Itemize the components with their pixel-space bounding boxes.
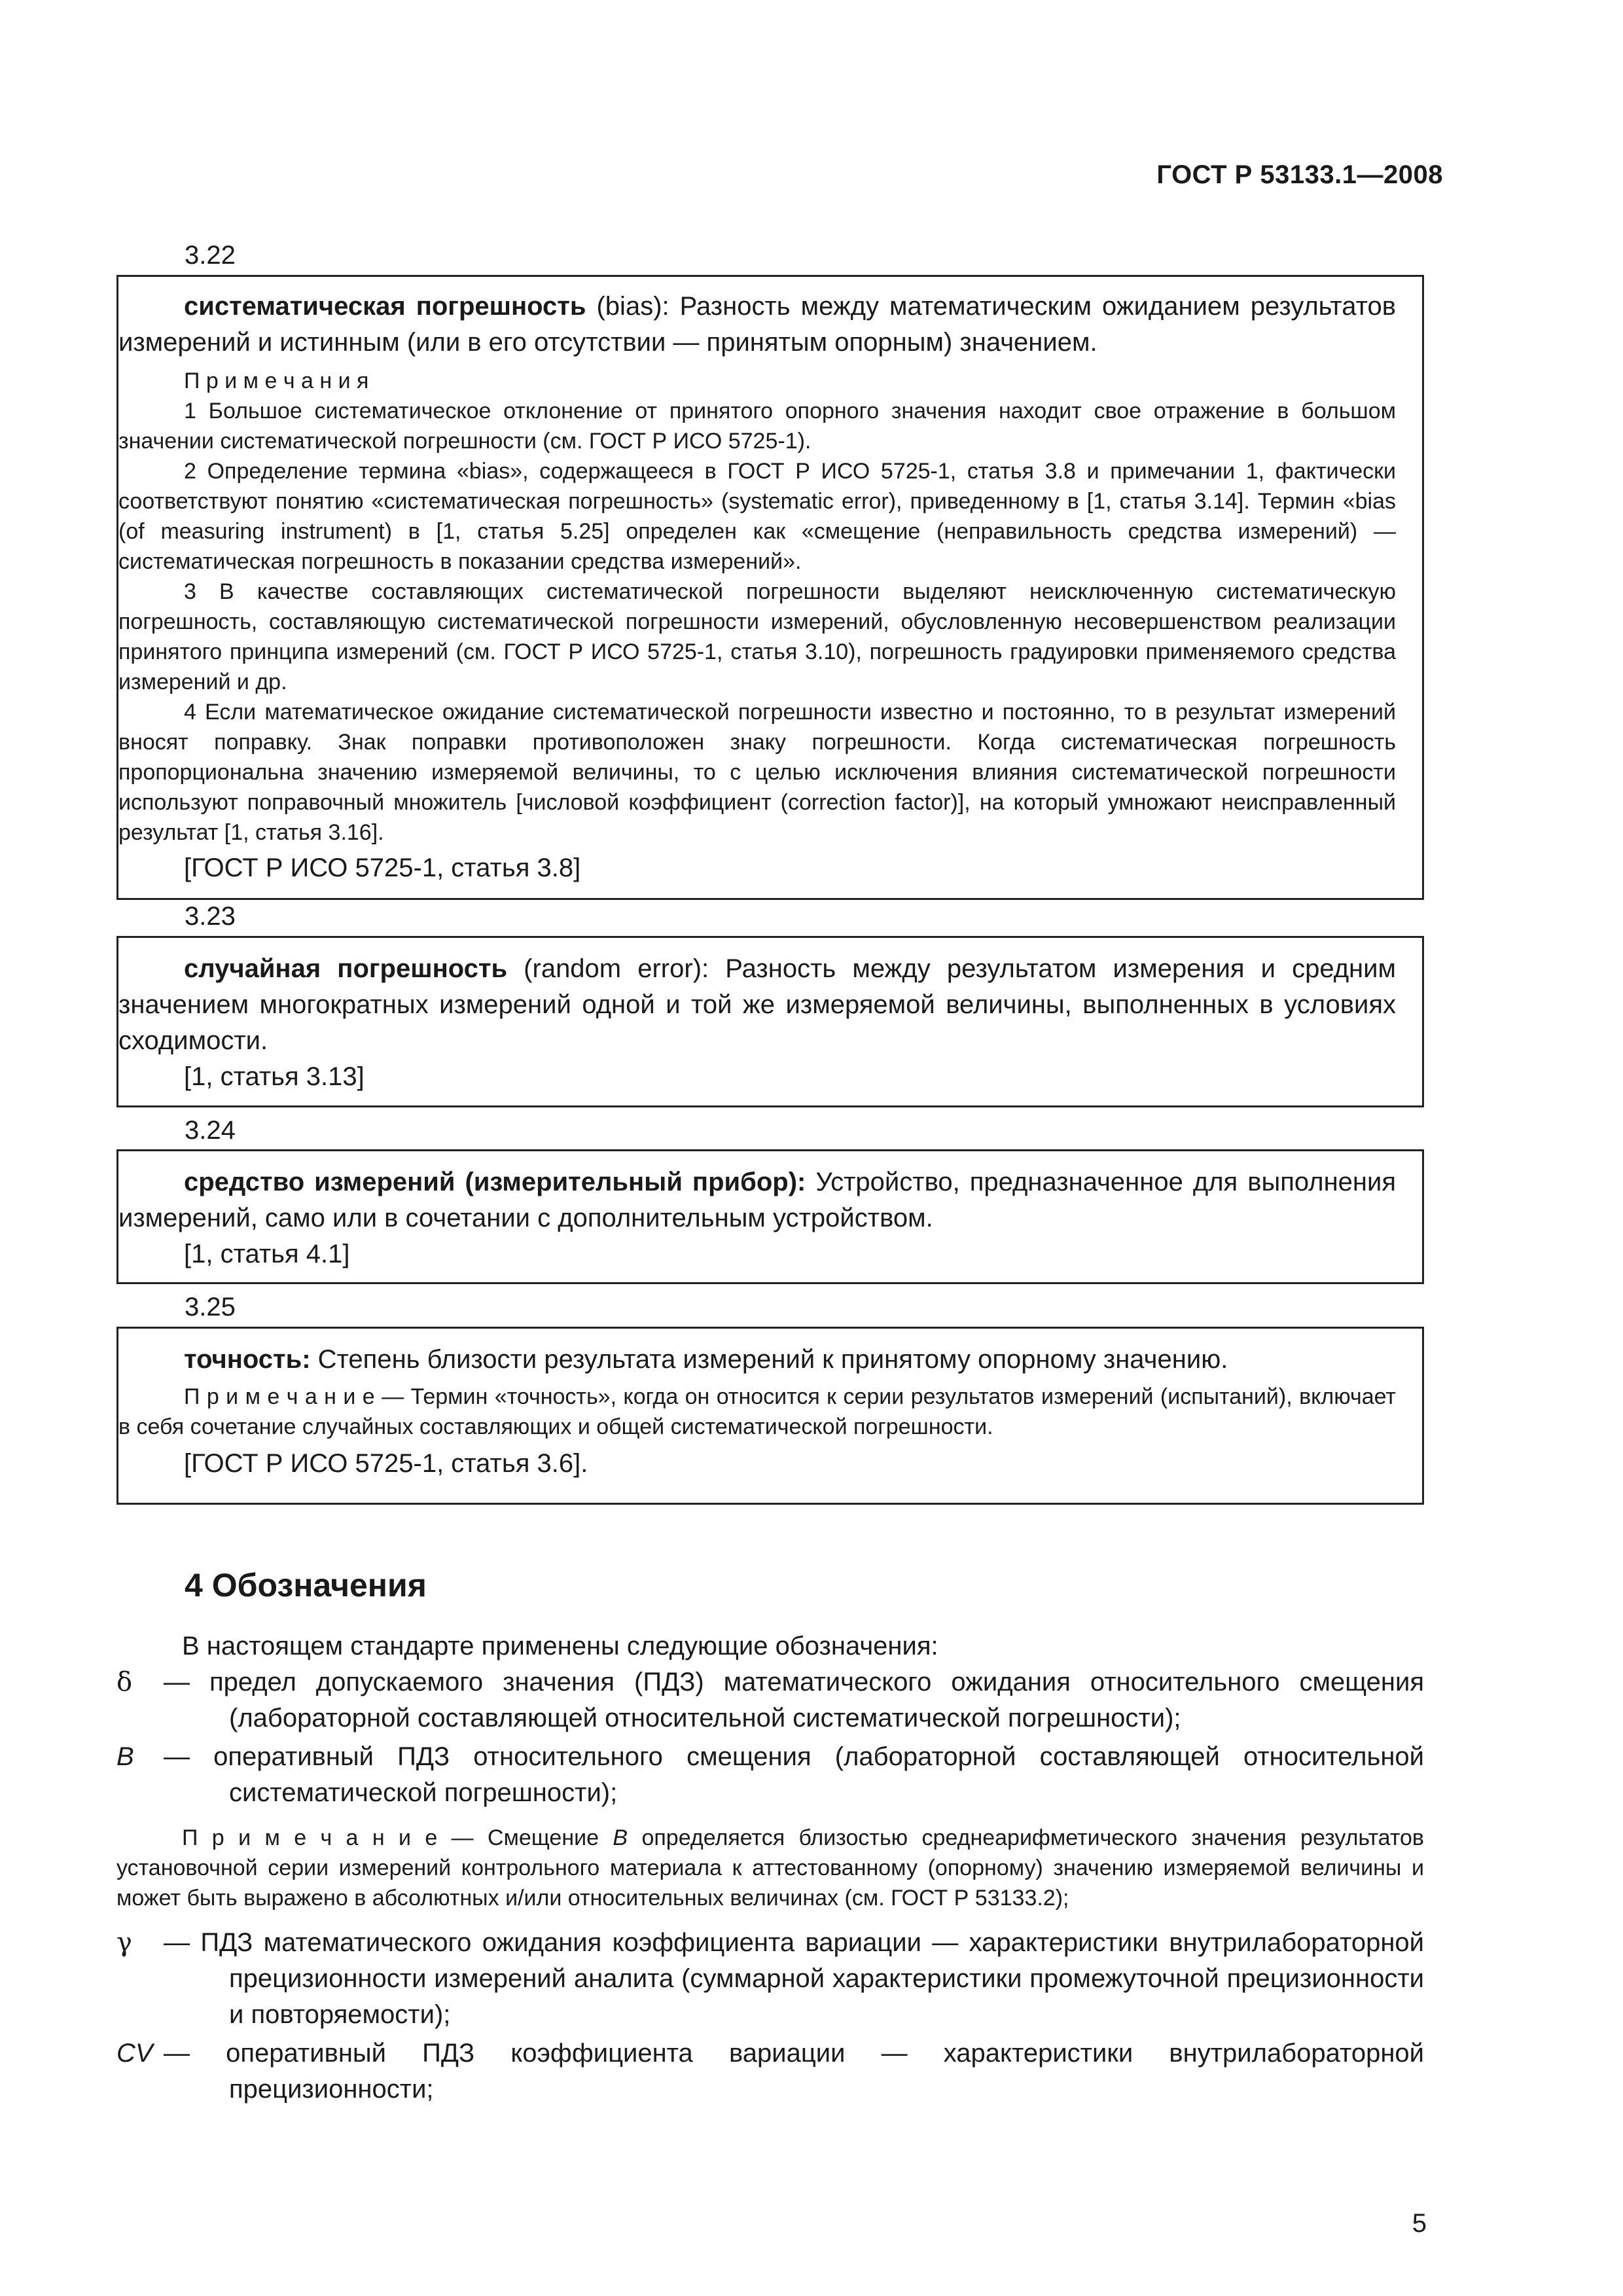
note-text-3-25: — Термин «точность», когда он относится к серии результатов измерений (испытаний), включает в себя сочетание случайных составляющих и общей систематической погрешности. xyxy=(118,1384,1396,1439)
definition-3-24 xyxy=(118,1164,1396,1236)
symbol-delta-text: — предел допускаемого значения (ПДЗ) математического ожидания относительного смещения (лабораторной составляющей относительной систематической погрешности); xyxy=(164,1668,1424,1732)
symbol-gamma-text: — ПДЗ математического ожидания коэффициента вариации — характеристики внутрилабораторной прецизионности измерений аналита (суммарной характеристики промежуточной прецизионности и повторяемости); xyxy=(164,1928,1424,2029)
note-2-3-22: 2 Определение термина «bias», содержащееся в ГОСТ Р ИСО 5725-1, статья 3.8 и примечании 1, фактически соответствуют понятию «систематическая погрешность» (systematic error), приведенному в [1, статья 3.14]. Термин «bias (of measuring instrument) в [1, статья 5.25] определен как «смещение (неправильность средства измерений) — систематическая погрешность в показании средства измерений». xyxy=(118,459,1396,574)
symbols-intro: В настоящем стандарте применены следующие обозначения: xyxy=(182,1632,938,1660)
term-3-23: случайная погрешность xyxy=(184,954,508,983)
reference-3-23: [1, статья 3.13] xyxy=(184,1062,365,1091)
section-4-heading: 4 Обозначения xyxy=(185,1567,427,1604)
term-3-22: систематическая погрешность xyxy=(184,292,586,321)
definition-box-3-24 xyxy=(116,1149,1424,1284)
section-number-3-25: 3.25 xyxy=(185,1293,236,1321)
page-number: 5 xyxy=(1412,2209,1427,2238)
symbols-note xyxy=(116,1823,1424,1913)
definition-text-3-23: (random error): Разность между результатом измерения и средним значением многократных измерений одной и той же измеряемой величины, выполненных в условиях сходимости. xyxy=(118,954,1396,1055)
definition-3-25 xyxy=(118,1342,1396,1378)
definition-box-3-25 xyxy=(116,1327,1424,1505)
section-number-3-23: 3.23 xyxy=(185,902,236,931)
symbol-item-gamma xyxy=(116,1925,1424,2033)
term-3-24: средство измерений (измерительный прибор): xyxy=(184,1168,806,1196)
symbol-b: B xyxy=(116,1742,134,1771)
reference-3-25: [ГОСТ Р ИСО 5725-1, статья 3.6]. xyxy=(184,1449,588,1478)
note-3-3-22: 3 В качестве составляющих систематической погрешности выделяют неисключенную систематическую погрешность, составляющую систематической погрешности измерений, обусловленную несовершенством реализации принятого принципа измерений (см. ГОСТ Р ИСО 5725-1, статья 3.10), погрешность градуировки применяемого средства измерений и др. xyxy=(118,579,1396,694)
definition-box-3-22 xyxy=(116,275,1424,900)
definition-box-3-23 xyxy=(116,936,1424,1107)
definition-3-22 xyxy=(118,289,1396,361)
symbol-cv: CV xyxy=(116,2039,153,2068)
symbol-item-delta xyxy=(116,1664,1424,1736)
definition-text-3-22: (bias): Разность между математическим ожиданием результатов измерений и истинным (или в его отсутствии — принятым опорным) значением. xyxy=(118,292,1396,357)
symbol-gamma: γ xyxy=(116,1928,132,1958)
symbols-list xyxy=(116,1628,1424,2108)
symbols-note-text-a: — Смещение xyxy=(437,1825,613,1850)
reference-3-22: [ГОСТ Р ИСО 5725-1, статья 3.8] xyxy=(184,853,581,882)
symbols-note-label: П р и м е ч а н и е xyxy=(182,1825,438,1850)
section-number-3-24: 3.24 xyxy=(185,1116,236,1145)
symbol-cv-text: — оперативный ПДЗ коэффициента вариации — характеристики внутрилабораторной прецизионности; xyxy=(164,2039,1424,2104)
note-label-3-25: П р и м е ч а н и е xyxy=(184,1384,375,1409)
definition-text-3-24: Устройство, предназначенное для выполнения измерений, само или в сочетании с дополнительным устройством. xyxy=(118,1168,1397,1232)
symbol-b-text: — оперативный ПДЗ относительного смещения (лабораторной составляющей относительной систематической погрешности); xyxy=(164,1742,1424,1807)
note-1-3-22: 1 Большое систематическое отклонение от принятого опорного значения находит свое отражение в большом значении систематической погрешности (см. ГОСТ Р ИСО 5725-1). xyxy=(118,399,1396,454)
note-3-25 xyxy=(118,1382,1396,1442)
section-number-3-22: 3.22 xyxy=(185,241,236,270)
definition-text-3-25: Степень близости результата измерений к принятому опорному значению. xyxy=(310,1345,1228,1374)
document-header: ГОСТ Р 53133.1—2008 xyxy=(1156,160,1443,189)
notes-title-3-22: П р и м е ч а н и я xyxy=(184,368,369,393)
symbol-item-b xyxy=(116,1739,1424,1811)
definition-3-23 xyxy=(118,951,1396,1059)
symbol-item-cv xyxy=(116,2036,1424,2108)
note-4-3-22: 4 Если математическое ожидание систематической погрешности известно и постоянно, то в результат измерений вносят поправку. Знак поправки противоположен знаку погрешности. Когда систематическая погрешность пропорциональна значению измеряемой величины, то с целью исключения влияния систематической погрешности используют поправочный множитель [числовой коэффициент (correction factor)], на который умножают неисправленный результат [1, статья 3.16]. xyxy=(118,700,1396,845)
symbols-note-sym: B xyxy=(613,1825,628,1850)
symbol-delta: δ xyxy=(116,1667,133,1697)
reference-3-24: [1, статья 4.1] xyxy=(184,1240,350,1268)
symbols-note-text-b: определяется близостью среднеарифметического значения результатов установочной серии измерений контрольного материала к аттестованному (опорному) значению измеряемой величины и может быть выражено в абсолютных и/или относительных величинах (см. ГОСТ Р 53133.2); xyxy=(116,1825,1424,1910)
term-3-25: точность: xyxy=(184,1345,311,1374)
